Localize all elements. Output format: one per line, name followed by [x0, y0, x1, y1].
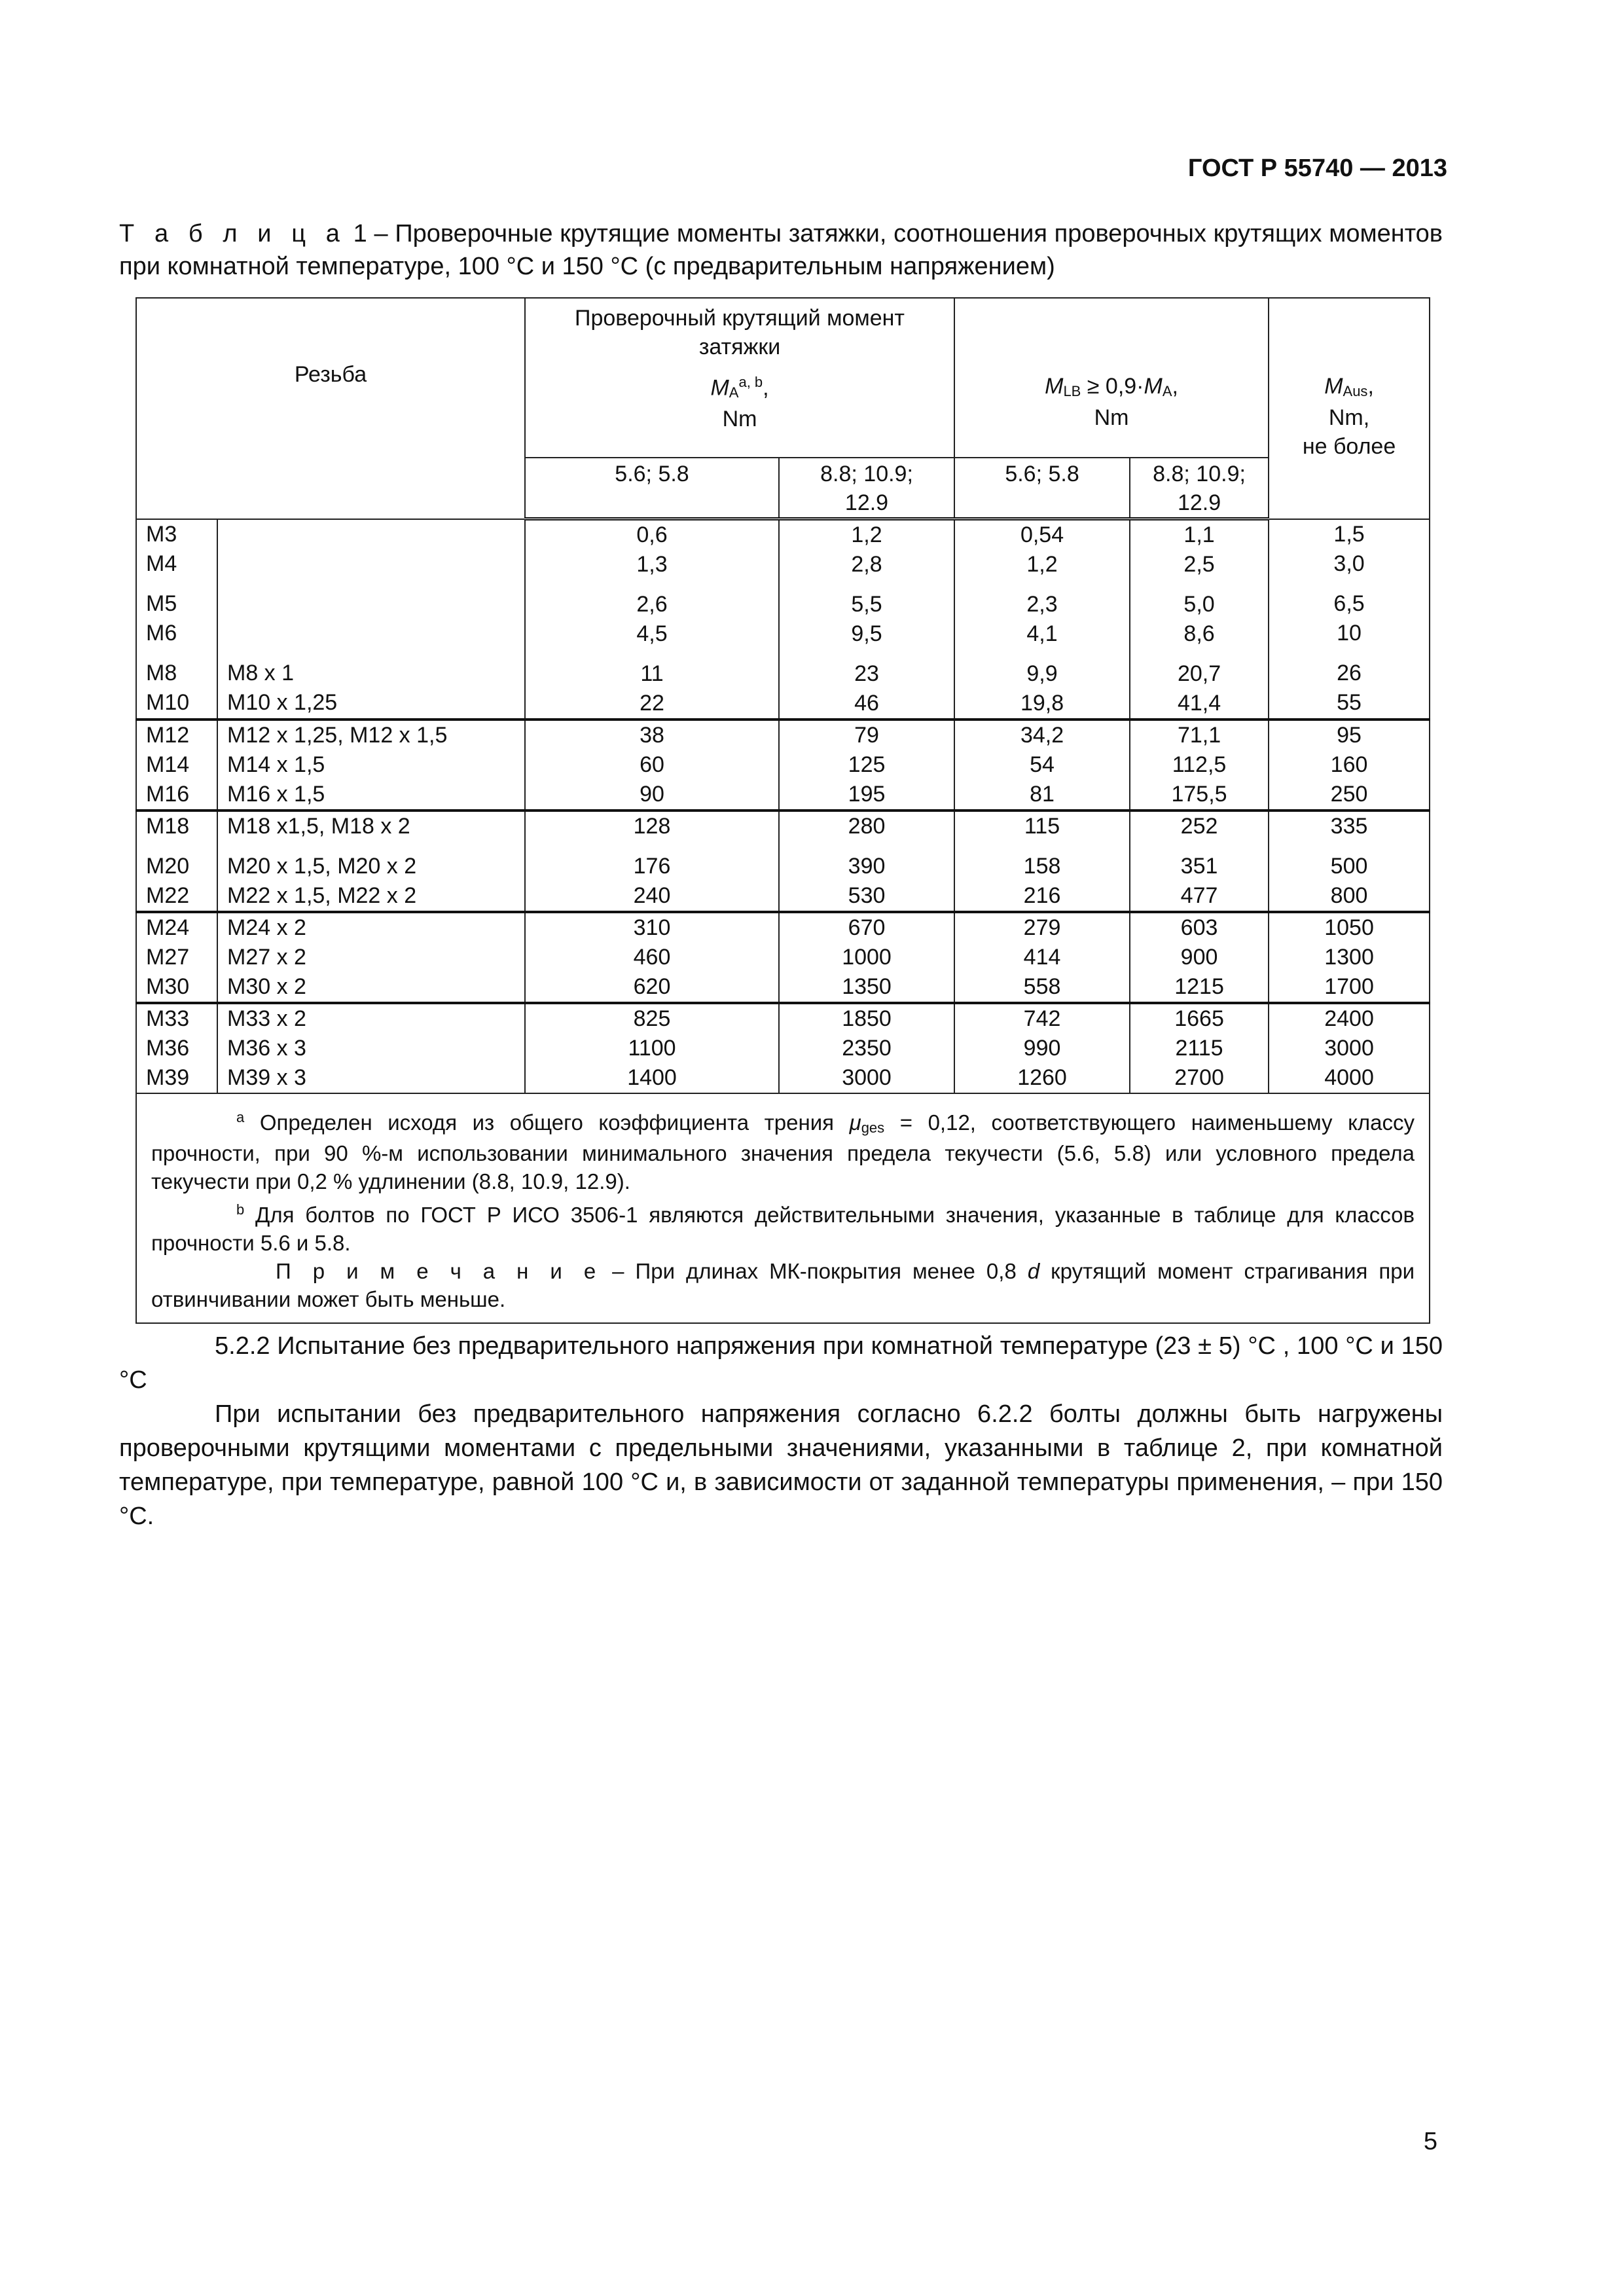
cell-value: 22 — [640, 691, 664, 716]
cell-value: 825 — [633, 1006, 671, 1031]
cell-value: 2350 — [842, 1036, 892, 1061]
cell-ma-grade-b — [779, 519, 954, 720]
cell-value: 216 — [1023, 883, 1061, 908]
cell-value: 603 — [1180, 915, 1218, 940]
cell-value: 128 — [633, 814, 671, 839]
cell-maus — [1269, 811, 1430, 912]
cell-value: 55 — [1337, 689, 1362, 715]
cell-value: 79 — [854, 723, 879, 748]
cell-value: 240 — [633, 883, 671, 908]
cell-ma-grade-a — [525, 1003, 779, 1093]
cell-value: 1400 — [627, 1065, 677, 1090]
cell-value: 9,9 — [1026, 661, 1058, 686]
cell-value — [227, 619, 524, 648]
cell-value: M20 x 1,5, M20 x 2 — [227, 854, 417, 879]
header-test-moment — [525, 298, 954, 458]
cell-value: 530 — [848, 883, 886, 908]
cell-value: 1,5 — [1333, 521, 1365, 547]
cell-value: 3000 — [842, 1065, 892, 1090]
cell-mlb-grade-b — [1130, 720, 1269, 811]
cell-value: 0,6 — [636, 522, 668, 547]
header-maus-symbol: MAus, — [1324, 374, 1374, 399]
cell-value: 250 — [1330, 782, 1368, 807]
header-thread: Резьба — [136, 298, 525, 519]
header-grade-a-lb: 5.6; 5.8 — [954, 458, 1130, 519]
document-code: ГОСТ Р 55740 — 2013 — [1187, 155, 1447, 182]
cell-ma-grade-a — [525, 519, 779, 720]
cell-value: 4000 — [1324, 1065, 1374, 1090]
cell-value: 335 — [1330, 814, 1368, 839]
cell-mlb-grade-a — [954, 811, 1130, 912]
cell-value: M27 x 2 — [227, 945, 306, 970]
header-grade-a: 5.6; 5.8 — [525, 458, 779, 519]
cell-mlb-grade-b — [1130, 912, 1269, 1003]
cell-value: 670 — [848, 915, 886, 940]
cell-value: 6,5 — [1333, 591, 1365, 616]
cell-value: 2115 — [1175, 1036, 1223, 1061]
cell-value: 9,5 — [851, 621, 882, 646]
table-remark: П р и м е ч а н и е – При длинах МК-покрытия менее 0,8 d крутящий момент страгивания при отвинчивании может быть меньше. — [151, 1259, 1415, 1311]
page-number: 5 — [1423, 2128, 1437, 2155]
cell-value: 1665 — [1174, 1006, 1224, 1031]
cell-value — [227, 549, 524, 579]
cell-value: 26 — [1337, 660, 1362, 685]
cell-ma-grade-a — [525, 720, 779, 811]
cell-value: M30 x 2 — [227, 974, 306, 999]
cell-value: M18 — [146, 814, 190, 839]
cell-value: M27 — [146, 945, 190, 970]
cell-value: 2,5 — [1183, 552, 1215, 577]
cell-mlb-grade-a — [954, 720, 1130, 811]
cell-value: 2700 — [1174, 1065, 1224, 1090]
header-ma-unit: Nm — [722, 407, 757, 432]
cell-ma-grade-a — [525, 811, 779, 912]
body-paragraph: При испытании без предварительного напряжения согласно 6.2.2 болты должны быть нагружены проверочными крутящими моментами с предельными значениями, указанными в таблице 2, при комнатной температуре, при температуре, равной 100 °С и, в зависимости от заданной температуры применения, – при 150 °С. — [119, 1400, 1443, 1530]
cell-ma-grade-b — [779, 912, 954, 1003]
cell-maus — [1269, 519, 1430, 720]
cell-value: M8 — [146, 660, 177, 685]
header-mlb-unit: Nm — [1094, 405, 1129, 430]
cell-value: M22 — [146, 883, 190, 908]
cell-value: 5,0 — [1183, 592, 1215, 617]
caption-text: – Проверочные крутящие моменты затяжки, соотношения проверочных крутящих моментов при комнатной температуре, 100 °С и 150 °С (с предварительным напряжением) — [119, 220, 1443, 280]
cell-value: 46 — [854, 691, 879, 716]
cell-mlb-grade-b — [1130, 519, 1269, 720]
header-mlb-symbol: MLB ≥ 0,9·MA, — [1045, 374, 1178, 399]
cell-value: 2,8 — [851, 552, 882, 577]
section-heading-5-2-2: 5.2.2 Испытание без предварительного напряжения при комнатной температуре (23 ± 5) °С , 100 °С и 150 °С — [119, 1332, 1443, 1394]
cell-value: 2,3 — [1026, 592, 1058, 617]
cell-value: M16 x 1,5 — [227, 782, 325, 807]
cell-value: 11 — [640, 661, 664, 686]
caption-label: Т а б л и ц а — [119, 220, 346, 247]
cell-value: M33 — [146, 1006, 190, 1031]
cell-value: 252 — [1180, 814, 1218, 839]
cell-value: 95 — [1337, 723, 1362, 748]
cell-maus — [1269, 720, 1430, 811]
cell-value: M20 — [146, 854, 190, 879]
cell-value — [227, 520, 524, 549]
cell-value: M16 — [146, 782, 190, 807]
cell-value: M5 — [146, 591, 177, 616]
cell-value: M6 — [146, 620, 177, 646]
cell-value: 115 — [1024, 814, 1060, 839]
cell-value — [227, 589, 524, 619]
cell-value: M18 x1,5, M18 x 2 — [227, 814, 410, 839]
cell-value: M30 — [146, 974, 190, 999]
cell-mlb-grade-b — [1130, 811, 1269, 912]
cell-value: M14 — [146, 752, 190, 777]
cell-value: 158 — [1023, 854, 1061, 879]
cell-value: 38 — [640, 723, 664, 748]
table-caption — [119, 217, 1443, 283]
footnote-a: $^a$ Определен исходя из общего коэффициента трения μges = 0,12, соответствующего наименьшему классу прочности, при 90 %-м использовании минимального значения предела текучести (5.6, 5.8) или условного предела текучести при 0,2 % удлинении (8.8, 10.9, 12.9). — [151, 1109, 1415, 1194]
cell-thread-coarse — [136, 912, 217, 1003]
table-notes-row — [136, 1093, 1430, 1323]
cell-value: M36 x 3 — [227, 1036, 306, 1061]
cell-thread-coarse — [136, 519, 217, 720]
cell-value: 20,7 — [1177, 661, 1221, 686]
cell-value: 351 — [1180, 854, 1218, 879]
table-row-group — [136, 720, 1430, 811]
cell-value: M10 — [146, 689, 190, 715]
cell-value: 1700 — [1324, 974, 1374, 999]
body-text — [119, 1329, 1443, 1533]
cell-value: 2,6 — [636, 592, 668, 617]
cell-thread-coarse — [136, 1003, 217, 1093]
cell-value: M39 x 3 — [227, 1065, 306, 1090]
cell-ma-grade-b — [779, 1003, 954, 1093]
header-maus-limit: не более — [1302, 434, 1396, 459]
cell-thread-fine — [217, 519, 525, 720]
cell-thread-fine — [217, 720, 525, 811]
cell-value: 5,5 — [851, 592, 882, 617]
cell-value: 1,2 — [851, 522, 882, 547]
cell-value: 81 — [1030, 782, 1055, 807]
cell-value: M12 — [146, 723, 190, 748]
header-maus-unit: Nm, — [1328, 405, 1370, 430]
cell-value: 414 — [1023, 945, 1061, 970]
cell-value: M24 x 2 — [227, 915, 306, 940]
cell-value: 90 — [640, 782, 664, 807]
cell-value: 8,6 — [1183, 621, 1215, 646]
cell-value: 176 — [633, 854, 671, 879]
cell-value: 1050 — [1324, 915, 1374, 940]
cell-mlb-grade-b — [1130, 1003, 1269, 1093]
cell-value: 558 — [1023, 974, 1061, 999]
cell-value: 1,1 — [1183, 522, 1215, 547]
cell-thread-coarse — [136, 720, 217, 811]
table-row-group — [136, 811, 1430, 912]
table-row-group — [136, 519, 1430, 720]
cell-value: M36 — [146, 1036, 190, 1061]
cell-value: 175,5 — [1171, 782, 1227, 807]
cell-value: 279 — [1023, 915, 1061, 940]
cell-ma-grade-b — [779, 720, 954, 811]
cell-value: M33 x 2 — [227, 1006, 306, 1031]
cell-value: 160 — [1330, 752, 1368, 777]
footnote-b: $^b$ Для болтов по ГОСТ Р ИСО 3506-1 являются действительными значения, указанные в таблице для классов прочности 5.6 и 5.8. — [151, 1201, 1415, 1255]
cell-value: 4,5 — [636, 621, 668, 646]
table-row-group — [136, 912, 1430, 1003]
cell-value: M12 x 1,25, M12 x 1,5 — [227, 723, 448, 748]
cell-value: 460 — [633, 945, 671, 970]
cell-value: 112,5 — [1172, 752, 1227, 777]
cell-ma-grade-a — [525, 912, 779, 1003]
cell-mlb-grade-a — [954, 519, 1130, 720]
cell-ma-grade-b — [779, 811, 954, 912]
cell-thread-coarse — [136, 811, 217, 912]
cell-value: 800 — [1330, 883, 1368, 908]
header-maus — [1269, 298, 1430, 519]
cell-thread-fine — [217, 1003, 525, 1093]
header-mlb — [954, 298, 1269, 458]
cell-thread-fine — [217, 811, 525, 912]
cell-value: 1850 — [842, 1006, 892, 1031]
cell-value: 0,54 — [1020, 522, 1064, 547]
cell-value: 195 — [848, 782, 886, 807]
table-row-group — [136, 1003, 1430, 1093]
cell-value: 71,1 — [1177, 723, 1221, 748]
cell-value: 3000 — [1324, 1036, 1374, 1061]
cell-value: 1,3 — [636, 552, 668, 577]
cell-value: 1300 — [1324, 945, 1374, 970]
cell-value: 500 — [1330, 854, 1368, 879]
cell-value: 390 — [848, 854, 886, 879]
cell-value: 34,2 — [1020, 723, 1064, 748]
cell-value: 1,2 — [1026, 552, 1058, 577]
cell-value: 4,1 — [1026, 621, 1058, 646]
cell-value: 10 — [1337, 620, 1362, 646]
cell-value: 310 — [633, 915, 671, 940]
cell-thread-fine — [217, 912, 525, 1003]
cell-value: M10 x 1,25 — [227, 689, 338, 715]
cell-value: 280 — [848, 814, 886, 839]
cell-value: 60 — [640, 752, 664, 777]
cell-value: 900 — [1180, 945, 1218, 970]
cell-value: 19,8 — [1020, 691, 1064, 716]
cell-value: M3 — [146, 521, 177, 547]
cell-maus — [1269, 912, 1430, 1003]
cell-value: 1260 — [1017, 1065, 1067, 1090]
cell-value: M8 x 1 — [227, 660, 295, 685]
cell-maus — [1269, 1003, 1430, 1093]
cell-value: M24 — [146, 915, 190, 940]
cell-mlb-grade-a — [954, 912, 1130, 1003]
cell-value: M22 x 1,5, M22 x 2 — [227, 883, 417, 908]
cell-value: M14 x 1,5 — [227, 752, 325, 777]
cell-value: 54 — [1030, 752, 1055, 777]
caption-number: 1 — [353, 220, 367, 247]
cell-value: 1000 — [842, 945, 892, 970]
torque-table — [135, 297, 1430, 1324]
cell-value: 620 — [633, 974, 671, 999]
cell-value: M4 — [146, 551, 177, 576]
table-notes — [136, 1093, 1430, 1323]
cell-value: 125 — [848, 752, 886, 777]
cell-value: 1100 — [628, 1036, 676, 1061]
cell-value: 990 — [1023, 1036, 1061, 1061]
cell-value: 742 — [1023, 1006, 1061, 1031]
cell-value: 3,0 — [1333, 551, 1365, 576]
cell-value: 1350 — [842, 974, 892, 999]
cell-value: 41,4 — [1177, 691, 1221, 716]
cell-value: M39 — [146, 1065, 190, 1090]
header-ma-symbol: MA$^{a, b}$, — [710, 374, 769, 401]
cell-value: 477 — [1180, 883, 1218, 908]
cell-value: 2400 — [1324, 1006, 1374, 1031]
header-test-moment-title: Проверочный крутящий момент затяжки — [575, 306, 905, 359]
cell-value: 23 — [854, 661, 879, 686]
header-grade-b: 8.8; 10.9; 12.9 — [779, 458, 954, 519]
cell-mlb-grade-a — [954, 1003, 1130, 1093]
header-grade-b-lb: 8.8; 10.9; 12.9 — [1130, 458, 1269, 519]
cell-value: 1215 — [1174, 974, 1224, 999]
